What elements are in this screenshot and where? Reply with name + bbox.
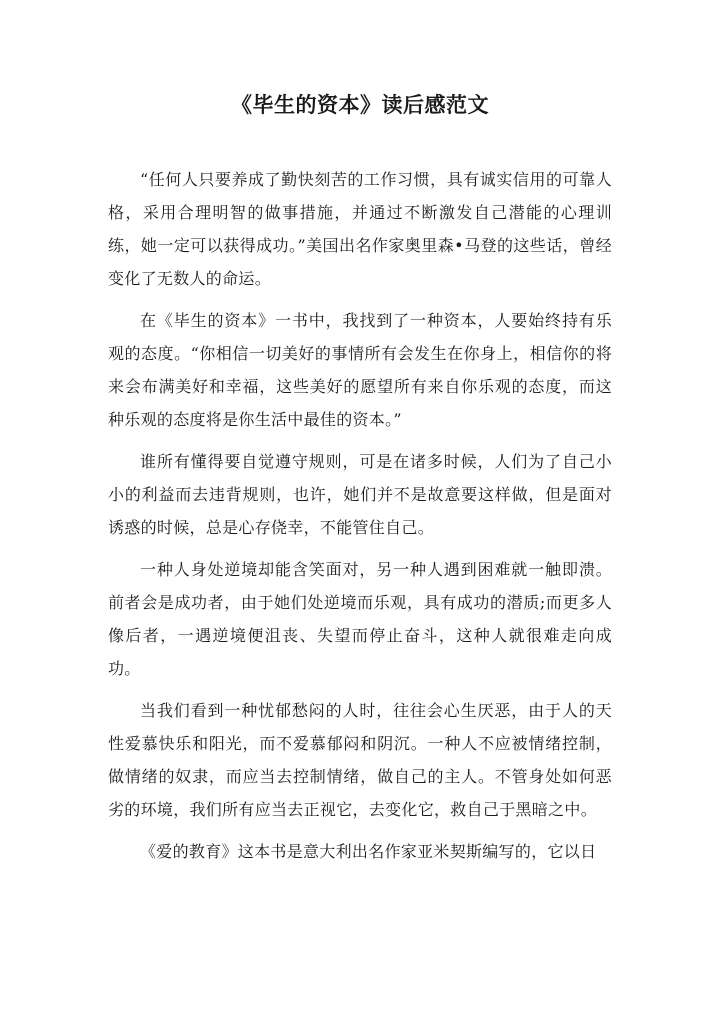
document-body [108, 163, 612, 877]
paragraph: 在《毕生的资本》一书中，我找到了一种资本，人要始终持有乐观的态度。“你相信一切美好的事情所有会发生在你身上，相信你的将来会布满美好和幸福，这些美好的愿望所有来自你乐观的态度，而这种乐观的态度将是你生活中最佳的资本。” [108, 311, 612, 429]
paragraph: “任何人只要养成了勤快刻苦的工作习惯，具有诚实信用的可靠人格，采用合理明智的做事措施，并通过不断激发自己潜能的心理训练，她一定可以获得成功。”美国出名作家奥里森•马登的这些话，曾经变化了无数人的命运。 [108, 170, 612, 288]
paragraph: 《爱的教育》这本书是意大利出名作家亚米契斯编写的，它以日 [140, 842, 597, 861]
document-title: 《毕生的资本》读后感范文 [231, 92, 489, 117]
paragraph: 谁所有懂得要自觉遵守规则，可是在诸多时候，人们为了自己小小的利益而去违背规则，也许，她们并不是故意要这样做，但是面对诱惑的时候，总是心存侥幸，不能管住自己。 [108, 452, 612, 537]
paragraph: 一种人身处逆境却能含笑面对，另一种人遇到困难就一触即溃。前者会是成功者，由于她们处逆境而乐观，具有成功的潜质;而更多人像后者，一遇逆境便沮丧、失望而停止奋斗，这种人就很难走向成功。 [108, 560, 612, 678]
paragraph: 当我们看到一种忧郁愁闷的人时，往往会心生厌恶，由于人的天性爱慕快乐和阳光，而不爱慕郁闷和阴沉。一种人不应被情绪控制，做情绪的奴隶，而应当去控制情绪，做自己的主人。不管身处如何恶劣的环境，我们所有应当去正视它，去变化它，救自己于黑暗之中。 [108, 701, 612, 819]
